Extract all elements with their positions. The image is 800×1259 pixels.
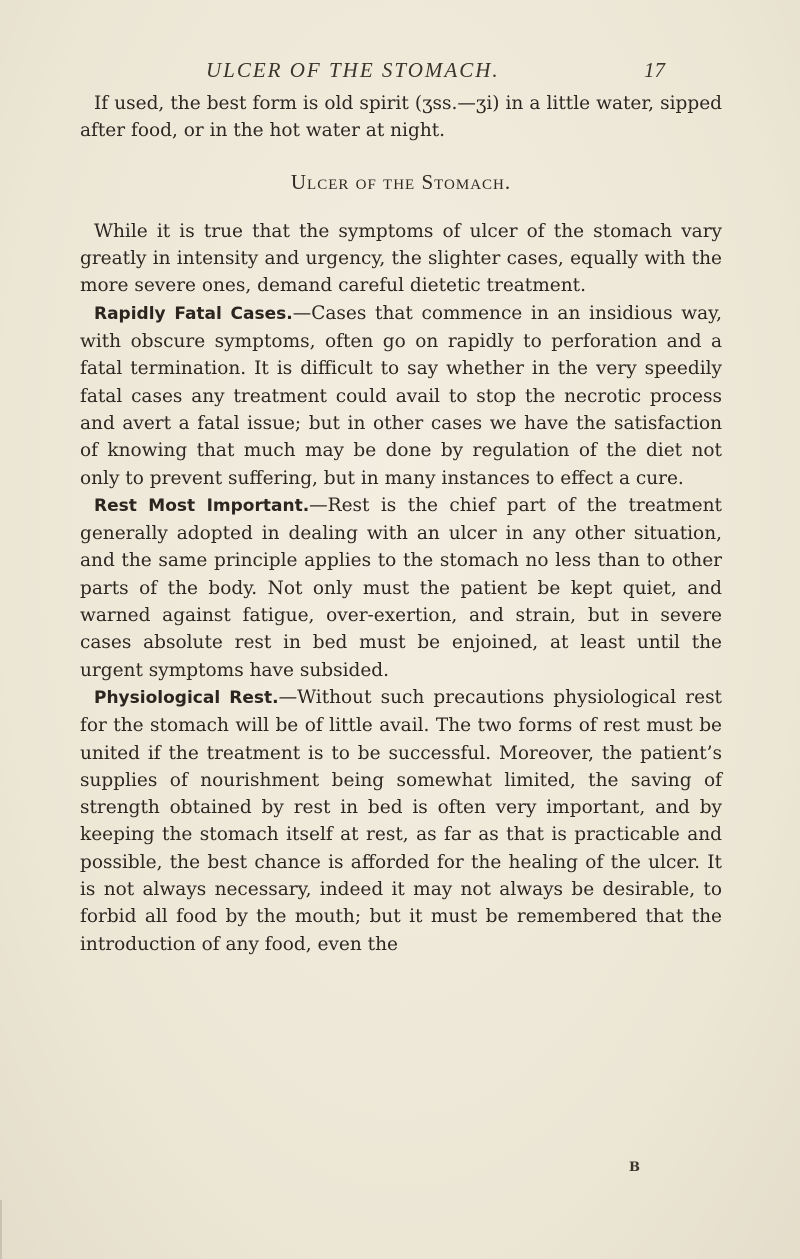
paragraph-rest-most-important [80,492,722,684]
paragraph-brandy-dose: If used, the best form is old spirit (ʒss.—ʒi) in a little water, sipped after food, or in the hot water at night. [80,93,722,142]
running-head [0,58,800,88]
run-in-heading-physiological: Physiological Rest. [94,687,279,708]
page-number: 17 [644,58,665,82]
paragraph-text: —Without such precautions physiological rest for the stomach will be of little avail. The two forms of rest must be united if the treatment is to be successful. Moreover, the patient’s supplies of nourishment being somewhat limited, the saving of strength obtained by rest in bed is often very important, and by keeping the stomach itself at rest, as far as that is practicable and possible, the best chance is afforded for the healing of the ulcer. It is not always necessary, indeed it may not always be desirable, to forbid all food by the mouth; but it must be remembered that the introduction of any food, even the [80,686,722,955]
paragraph-text: —Rest is the chief part of the treatment generally adopted in dealing with an ulcer in any other situation, and the same principle applies to the stomach no less than to other parts of the body. Not only must the patient be kept quiet, and warned against fatigue, over-exertion, and strain, but in severe cases absolute rest in bed must be enjoined, at least until the urgent symptoms have subsided. [80,494,722,681]
section-heading: Ulcer of the Stomach. [290,169,512,194]
body-text [80,90,722,958]
paragraph-physiological-rest [80,684,722,958]
running-title: ULCER OF THE STOMACH. [206,58,500,82]
signature-mark: B [629,1160,640,1175]
paragraph-text: —Cases that commence in an insidious way, with obscure symptoms, often go on rapidly to perforation and a fatal termination. It is difficult to say whether in the very speedily fatal cases any treatment could avail to stop the necrotic process and avert a fatal issue; but in other cases we have the satisfaction of knowing that much may be done by regulation of the diet not only to prevent suffering, but in many instances to effect a cure. [80,302,722,489]
run-in-heading-rapidly-fatal: Rapidly Fatal Cases. [94,303,293,324]
run-in-heading-rest: Rest Most Important. [94,495,310,516]
paragraph-rapidly-fatal-cases [80,300,722,492]
page-edge-divider [0,1200,2,1259]
paragraph-intro: While it is true that the symptoms of ulcer of the stomach vary greatly in intensity and urgency, the slighter cases, equally with the more severe ones, demand careful dietetic treatment. [80,220,722,297]
